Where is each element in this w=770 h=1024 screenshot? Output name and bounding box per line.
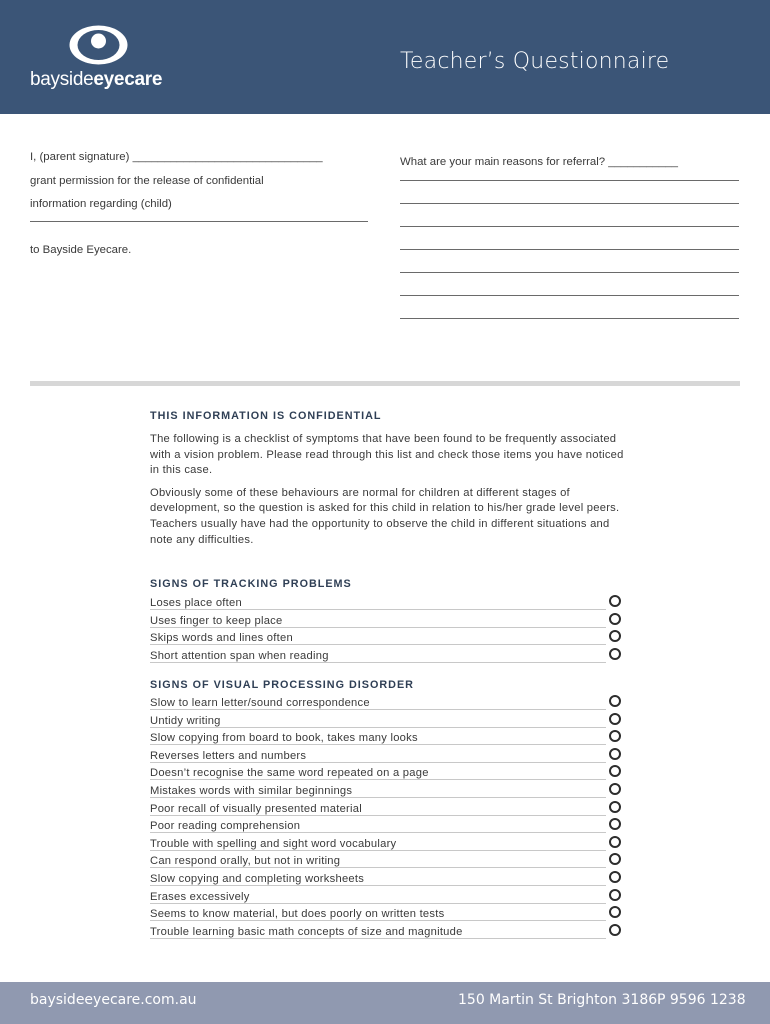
checkbox-circle-icon[interactable]	[609, 648, 621, 660]
checkbox-circle-icon[interactable]	[609, 889, 621, 901]
checklist-item	[150, 767, 622, 785]
checkbox-circle-icon[interactable]	[609, 613, 621, 625]
leader-line	[150, 744, 606, 745]
checkbox-circle-icon[interactable]	[609, 730, 621, 742]
checkbox-circle-icon[interactable]	[609, 630, 621, 642]
checklist-item-label: Skips words and lines often	[150, 632, 296, 644]
leader-line	[150, 903, 606, 904]
checklist-item-label: Untidy writing	[150, 715, 224, 727]
checklist-item-label: Mistakes words with similar beginnings	[150, 785, 355, 797]
checklist-item	[150, 697, 622, 715]
checkbox-circle-icon[interactable]	[609, 853, 621, 865]
checkbox-circle-icon[interactable]	[609, 783, 621, 795]
checklist-item	[150, 615, 622, 633]
referral-answer-line[interactable]	[400, 249, 739, 250]
checklist-item	[150, 715, 622, 733]
checklist-item	[150, 732, 622, 750]
checklist-item	[150, 785, 622, 803]
checklist-item-label: Trouble learning basic math concepts of size and magnitude	[150, 926, 466, 938]
logo-wordmark	[30, 69, 162, 91]
checklist-item	[150, 908, 622, 926]
leader-line	[150, 815, 606, 816]
leader-line	[150, 797, 606, 798]
visual-processing-heading: SIGNS OF VISUAL PROCESSING DISORDER	[150, 679, 414, 691]
consent-recipient-text: to Bayside Eyecare.	[30, 244, 132, 256]
leader-line	[150, 662, 606, 663]
checkbox-circle-icon[interactable]	[609, 765, 621, 777]
header-banner	[0, 0, 770, 114]
leader-line	[150, 762, 606, 763]
logo-text-bold: eyecare	[93, 69, 163, 90]
footer-phone: P 9596 1238	[657, 992, 746, 1008]
checkbox-circle-icon[interactable]	[609, 713, 621, 725]
checklist-item-label: Seems to know material, but does poorly on written tests	[150, 908, 447, 920]
footer-bar	[0, 982, 770, 1024]
checklist-item-label: Slow copying and completing worksheets	[150, 873, 367, 885]
referral-answer-line[interactable]	[400, 203, 739, 204]
leader-line	[150, 850, 606, 851]
confidential-heading: THIS INFORMATION IS CONFIDENTIAL	[150, 410, 382, 422]
child-name-field[interactable]	[30, 221, 368, 222]
section-divider	[30, 381, 740, 386]
checklist-item-label: Erases excessively	[150, 891, 253, 903]
checklist-item-label: Uses finger to keep place	[150, 615, 286, 627]
checklist-item	[150, 803, 622, 821]
checklist-item-label: Doesn’t recognise the same word repeated on a page	[150, 767, 432, 779]
checklist-item-label: Trouble with spelling and sight word vocabulary	[150, 838, 399, 850]
leader-line	[150, 779, 606, 780]
referral-answer-line[interactable]	[400, 226, 739, 227]
leader-line	[150, 644, 606, 645]
referral-question[interactable]: What are your main reasons for referral? ___________	[400, 156, 678, 168]
leader-line	[150, 885, 606, 886]
checkbox-circle-icon[interactable]	[609, 906, 621, 918]
consent-text-line: grant permission for the release of confidential	[30, 175, 264, 187]
leader-line	[150, 709, 606, 710]
checklist-item-label: Poor reading comprehension	[150, 820, 303, 832]
checklist-item-label: Slow to learn letter/sound correspondence	[150, 697, 373, 709]
checklist-item-label: Loses place often	[150, 597, 245, 609]
checklist-item	[150, 632, 622, 650]
checkbox-circle-icon[interactable]	[609, 695, 621, 707]
checklist-item	[150, 838, 622, 856]
checkbox-circle-icon[interactable]	[609, 871, 621, 883]
footer-address: 150 Martin St Brighton 3186	[458, 992, 658, 1008]
referral-answer-line[interactable]	[400, 180, 739, 181]
checkbox-circle-icon[interactable]	[609, 748, 621, 760]
checkbox-circle-icon[interactable]	[609, 801, 621, 813]
checkbox-circle-icon[interactable]	[609, 595, 621, 607]
checklist-item	[150, 926, 622, 944]
checklist-item-label: Poor recall of visually presented material	[150, 803, 365, 815]
intro-section	[150, 410, 630, 548]
checklist-item-label: Reverses letters and numbers	[150, 750, 309, 762]
leader-line	[150, 609, 606, 610]
checklist-item	[150, 891, 622, 909]
checkbox-circle-icon[interactable]	[609, 924, 621, 936]
logo-text-light: bayside	[30, 69, 94, 90]
parent-signature-line[interactable]: I, (parent signature) ______________________________	[30, 151, 323, 163]
checklist-item	[150, 650, 622, 668]
tracking-heading: SIGNS OF TRACKING PROBLEMS	[150, 578, 352, 590]
leader-line	[150, 727, 606, 728]
intro-paragraph-1: The following is a checklist of symptoms that have been found to be frequently associated with a vision problem. Please read through this list and check those items you have noticed in this case.	[150, 433, 624, 477]
checklist-item	[150, 820, 622, 838]
eye-logo-icon	[68, 24, 129, 66]
leader-line	[150, 627, 606, 628]
checkbox-circle-icon[interactable]	[609, 818, 621, 830]
checklist-item	[150, 873, 622, 891]
leader-line	[150, 938, 606, 939]
checklist-item	[150, 750, 622, 768]
referral-answer-line[interactable]	[400, 272, 739, 273]
checklist-item	[150, 855, 622, 873]
checklist-item	[150, 597, 622, 615]
referral-answer-line[interactable]	[400, 295, 739, 296]
leader-line	[150, 867, 606, 868]
checkbox-circle-icon[interactable]	[609, 836, 621, 848]
consent-child-label: information regarding (child)	[30, 198, 172, 210]
checklist-item-label: Can respond orally, but not in writing	[150, 855, 343, 867]
checklist-item-label: Short attention span when reading	[150, 650, 332, 662]
footer-website[interactable]: baysideeyecare.com.au	[30, 992, 197, 1008]
leader-line	[150, 920, 606, 921]
leader-line	[150, 832, 606, 833]
referral-answer-line[interactable]	[400, 318, 739, 319]
intro-paragraph-2: Obviously some of these behaviours are normal for children at different stages of development, so the question is asked for this child in relation to his/her grade level peers. Teachers usually have had the opportunity to observe the child in different situations and note any difficulties.	[150, 486, 620, 546]
bayside-eyecare-logo	[30, 24, 170, 96]
page-title: Teacher’s Questionnaire	[400, 49, 670, 74]
checklist-item-label: Slow copying from board to book, takes many looks	[150, 732, 421, 744]
